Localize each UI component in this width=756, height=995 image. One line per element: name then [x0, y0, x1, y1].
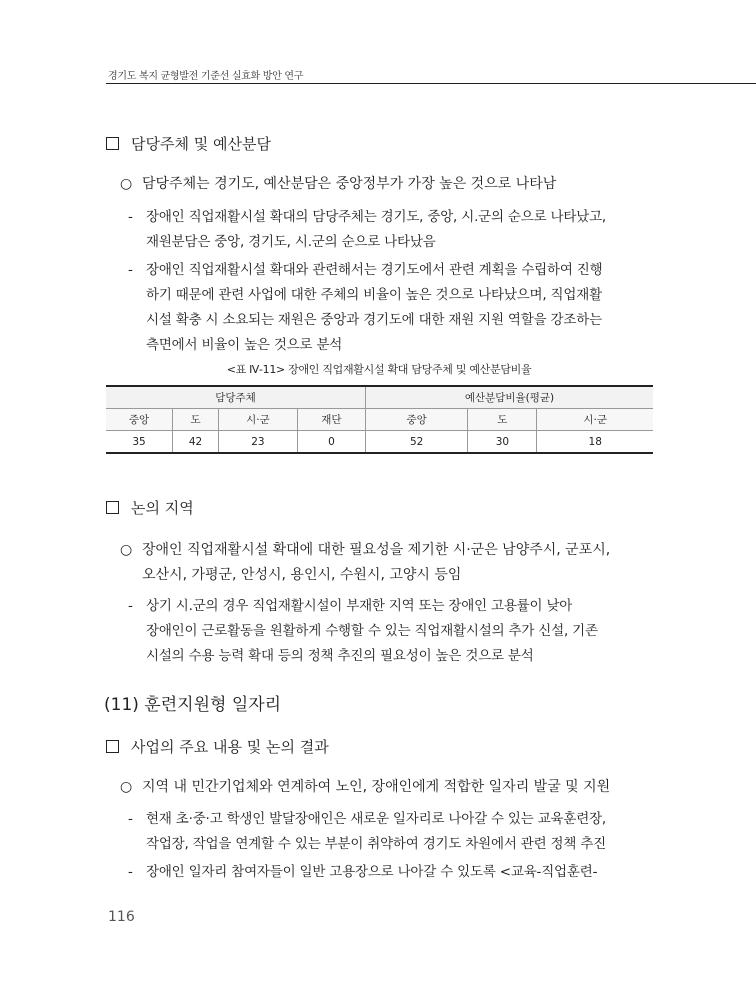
- dash-item: [128, 205, 658, 255]
- dash-item: [128, 258, 658, 358]
- circle-bullet-icon: ○: [120, 542, 133, 558]
- column-header: 중앙: [365, 409, 467, 431]
- circle-bullet-icon: ○: [120, 779, 133, 795]
- column-header: 도: [468, 409, 537, 431]
- dash-line: 장애인 직업재활시설 확대의 담당주체는 경기도, 중앙, 시.군의 순으로 나타났고,: [146, 209, 607, 225]
- dash-line: 현재 초·중·고 학생인 발달장애인은 새로운 일자리로 나아갈 수 있는 교육훈련장,: [146, 811, 607, 827]
- dash-line: 측면에서 비율이 높은 것으로 분석: [146, 337, 343, 353]
- bullet-text: 장애인 직업재활시설 확대에 대한 필요성을 제기한 시·군은 남양주시, 군포시,: [142, 542, 611, 558]
- circle-bullet-item: [120, 172, 556, 197]
- table-cell: 0: [297, 431, 365, 454]
- square-bullet-icon: [106, 137, 119, 150]
- column-header: 시·군: [219, 409, 298, 431]
- square-bullet-icon: [106, 740, 119, 753]
- circle-bullet-icon: ○: [120, 176, 133, 192]
- column-header: 중앙: [106, 409, 173, 431]
- square-bullet-icon: [106, 501, 119, 514]
- page-number: 116: [108, 909, 135, 925]
- column-header: 도: [173, 409, 219, 431]
- dash-icon: -: [128, 864, 133, 880]
- budget-share-table: [106, 385, 653, 454]
- section-heading-responsibility: [106, 133, 271, 154]
- dash-icon: -: [128, 811, 133, 827]
- dash-line: 시설 확충 시 소요되는 재원은 중앙과 경기도에 대한 재원 지원 역할을 강조하는: [146, 312, 602, 328]
- dash-line: 작업장, 작업을 연계할 수 있는 부분이 취약하여 경기도 차원에서 관련 정책 추진: [146, 836, 607, 852]
- table-cell: 30: [468, 431, 537, 454]
- header-rule: [106, 83, 756, 84]
- dash-icon: -: [128, 262, 133, 278]
- dash-icon: -: [128, 598, 133, 614]
- subheading: (11) 훈련지원형 일자리: [104, 695, 282, 715]
- table-caption: <표 Ⅳ-11> 장애인 직업재활시설 확대 담당주체 및 예산분담비율: [226, 363, 532, 376]
- dash-item: [128, 860, 658, 885]
- bullet-text: 담당주체는 경기도, 예산분담은 중앙정부가 가장 높은 것으로 나타남: [142, 176, 557, 192]
- dash-line: 장애인이 근로활동을 원활하게 수행할 수 있는 직업재활시설의 추가 신설, 기존: [146, 623, 598, 639]
- bullet-text: 지역 내 민간기업체와 연계하여 노인, 장애인에게 적합한 일자리 발굴 및 지원: [142, 779, 611, 795]
- dash-line: 재원분담은 중앙, 경기도, 시.군의 순으로 나타났음: [146, 234, 436, 250]
- table-cell: 23: [219, 431, 298, 454]
- dash-line: 상기 시.군의 경우 직업재활시설이 부재한 지역 또는 장애인 고용률이 낮아: [146, 598, 573, 614]
- column-header: 재단: [297, 409, 365, 431]
- circle-bullet-item: [120, 538, 610, 588]
- running-header: 경기도 복지 균형발전 기준선 실효화 방안 연구: [108, 71, 304, 82]
- dash-line: 하기 때문에 관련 사업에 대한 주체의 비율이 높은 것으로 나타났으며, 직업재활: [146, 287, 602, 303]
- table-cell: 42: [173, 431, 219, 454]
- section-title: 사업의 주요 내용 및 논의 결과: [131, 738, 329, 756]
- section-heading-main-content: [106, 736, 329, 757]
- dash-icon: -: [128, 209, 133, 225]
- table-row: [106, 431, 653, 454]
- section-heading-regions: [106, 497, 194, 518]
- dash-item: [128, 807, 658, 857]
- table-cell: 52: [365, 431, 467, 454]
- column-header: 시·군: [537, 409, 653, 431]
- table-cell: 35: [106, 431, 173, 454]
- dash-line: 시설의 수용 능력 확대 등의 정책 추진의 필요성이 높은 것으로 분석: [146, 648, 534, 664]
- table-cell: 18: [537, 431, 653, 454]
- section-title: 담당주체 및 예산분담: [131, 135, 271, 153]
- circle-bullet-item: [120, 775, 610, 800]
- group-header: 담당주체: [106, 386, 365, 409]
- section-title: 논의 지역: [131, 499, 194, 517]
- bullet-text: 오산시, 가평군, 안성시, 용인시, 수원시, 고양시 등임: [142, 567, 462, 583]
- group-header: 예산분담비율(평균): [365, 386, 653, 409]
- dash-line: 장애인 직업재활시설 확대와 관련해서는 경기도에서 관련 계획을 수립하여 진행: [146, 262, 603, 278]
- dash-item: [128, 594, 658, 669]
- dash-line: 장애인 일자리 참여자들이 일반 고용장으로 나아갈 수 있도록 <교육-직업훈련-: [146, 864, 598, 880]
